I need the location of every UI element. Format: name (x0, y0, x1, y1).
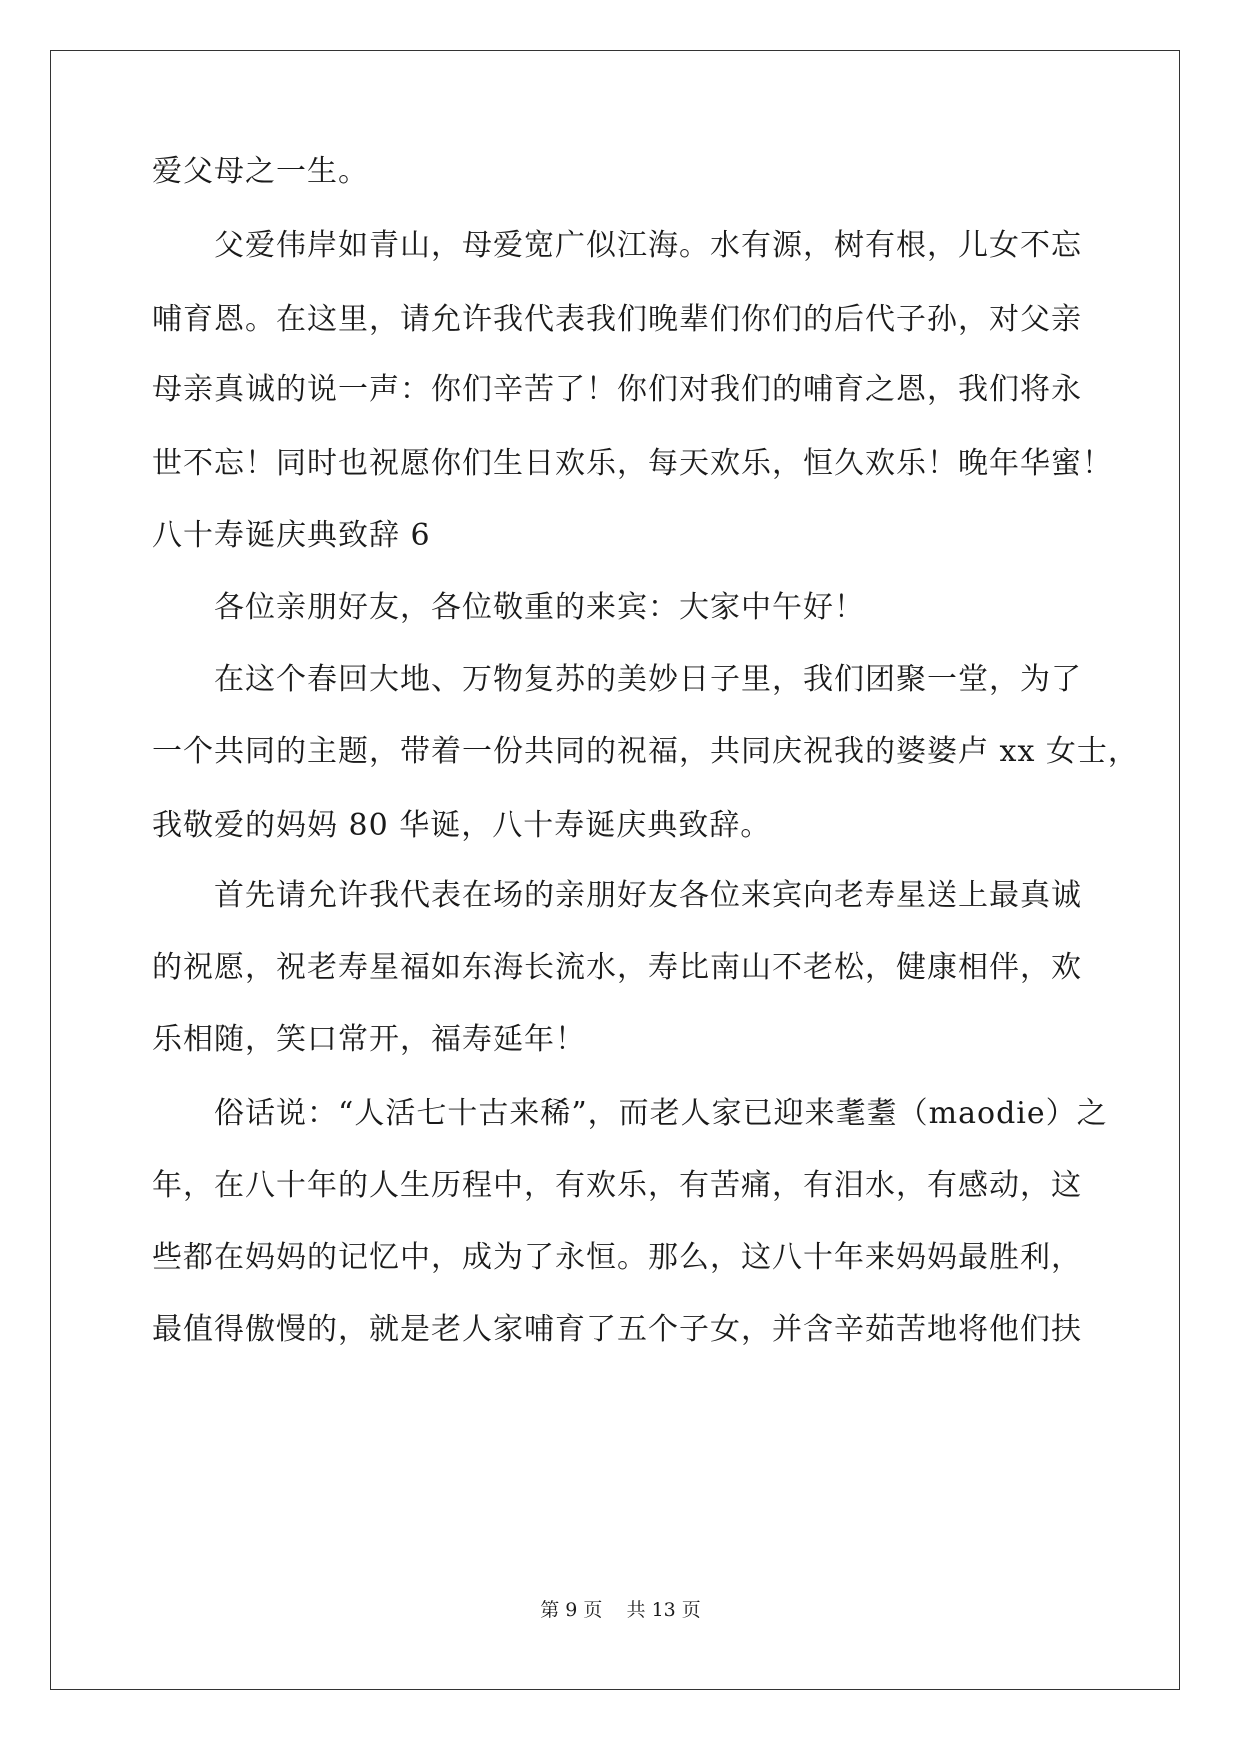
page-footer (0, 1598, 1241, 1622)
body-line-9: 一个共同的主题，带着一份共同的祝福，共同庆祝我的婆婆卢 xx 女士， (152, 734, 1139, 769)
body-line-7: 各位亲朋好友，各位敬重的来宾：大家中午好！ (214, 590, 865, 625)
body-line-1: 爱父母之一生。 (152, 154, 369, 189)
body-line-10: 我敬爱的妈妈 80 华诞，八十寿诞庆典致辞。 (152, 808, 772, 843)
section-heading: 八十寿诞庆典致辞 6 (152, 518, 431, 553)
page-total: 共 13 页 (626, 1599, 701, 1621)
body-line-3: 哺育恩。在这里，请允许我代表我们晚辈们你们的后代子孙，对父亲 (152, 302, 1082, 337)
page-border (50, 50, 1180, 1690)
body-line-13: 乐相随，笑口常开，福寿延年！ (152, 1022, 586, 1057)
body-line-11: 首先请允许我代表在场的亲朋好友各位来宾向老寿星送上最真诚 (214, 878, 1082, 913)
body-line-5: 世不忘！同时也祝愿你们生日欢乐，每天欢乐，恒久欢乐！晚年华蜜！ (152, 446, 1113, 481)
body-line-15: 年，在八十年的人生历程中，有欢乐，有苦痛，有泪水，有感动，这 (152, 1168, 1082, 1203)
body-line-14: 俗话说：“人活七十古来稀”，而老人家已迎来耄耋（maodie）之 (214, 1096, 1108, 1131)
body-line-16: 些都在妈妈的记忆中，成为了永恒。那么，这八十年来妈妈最胜利， (152, 1240, 1082, 1275)
body-line-17: 最值得傲慢的，就是老人家哺育了五个子女，并含辛茹苦地将他们扶 (152, 1312, 1082, 1347)
page-number: 第 9 页 (540, 1599, 603, 1621)
body-line-2: 父爱伟岸如青山，母爱宽广似江海。水有源，树有根，儿女不忘 (214, 228, 1082, 263)
body-line-8: 在这个春回大地、万物复苏的美妙日子里，我们团聚一堂，为了 (214, 662, 1082, 697)
body-line-12: 的祝愿，祝老寿星福如东海长流水，寿比南山不老松，健康相伴，欢 (152, 950, 1082, 985)
body-line-4: 母亲真诚的说一声：你们辛苦了！你们对我们的哺育之恩，我们将永 (152, 372, 1082, 407)
